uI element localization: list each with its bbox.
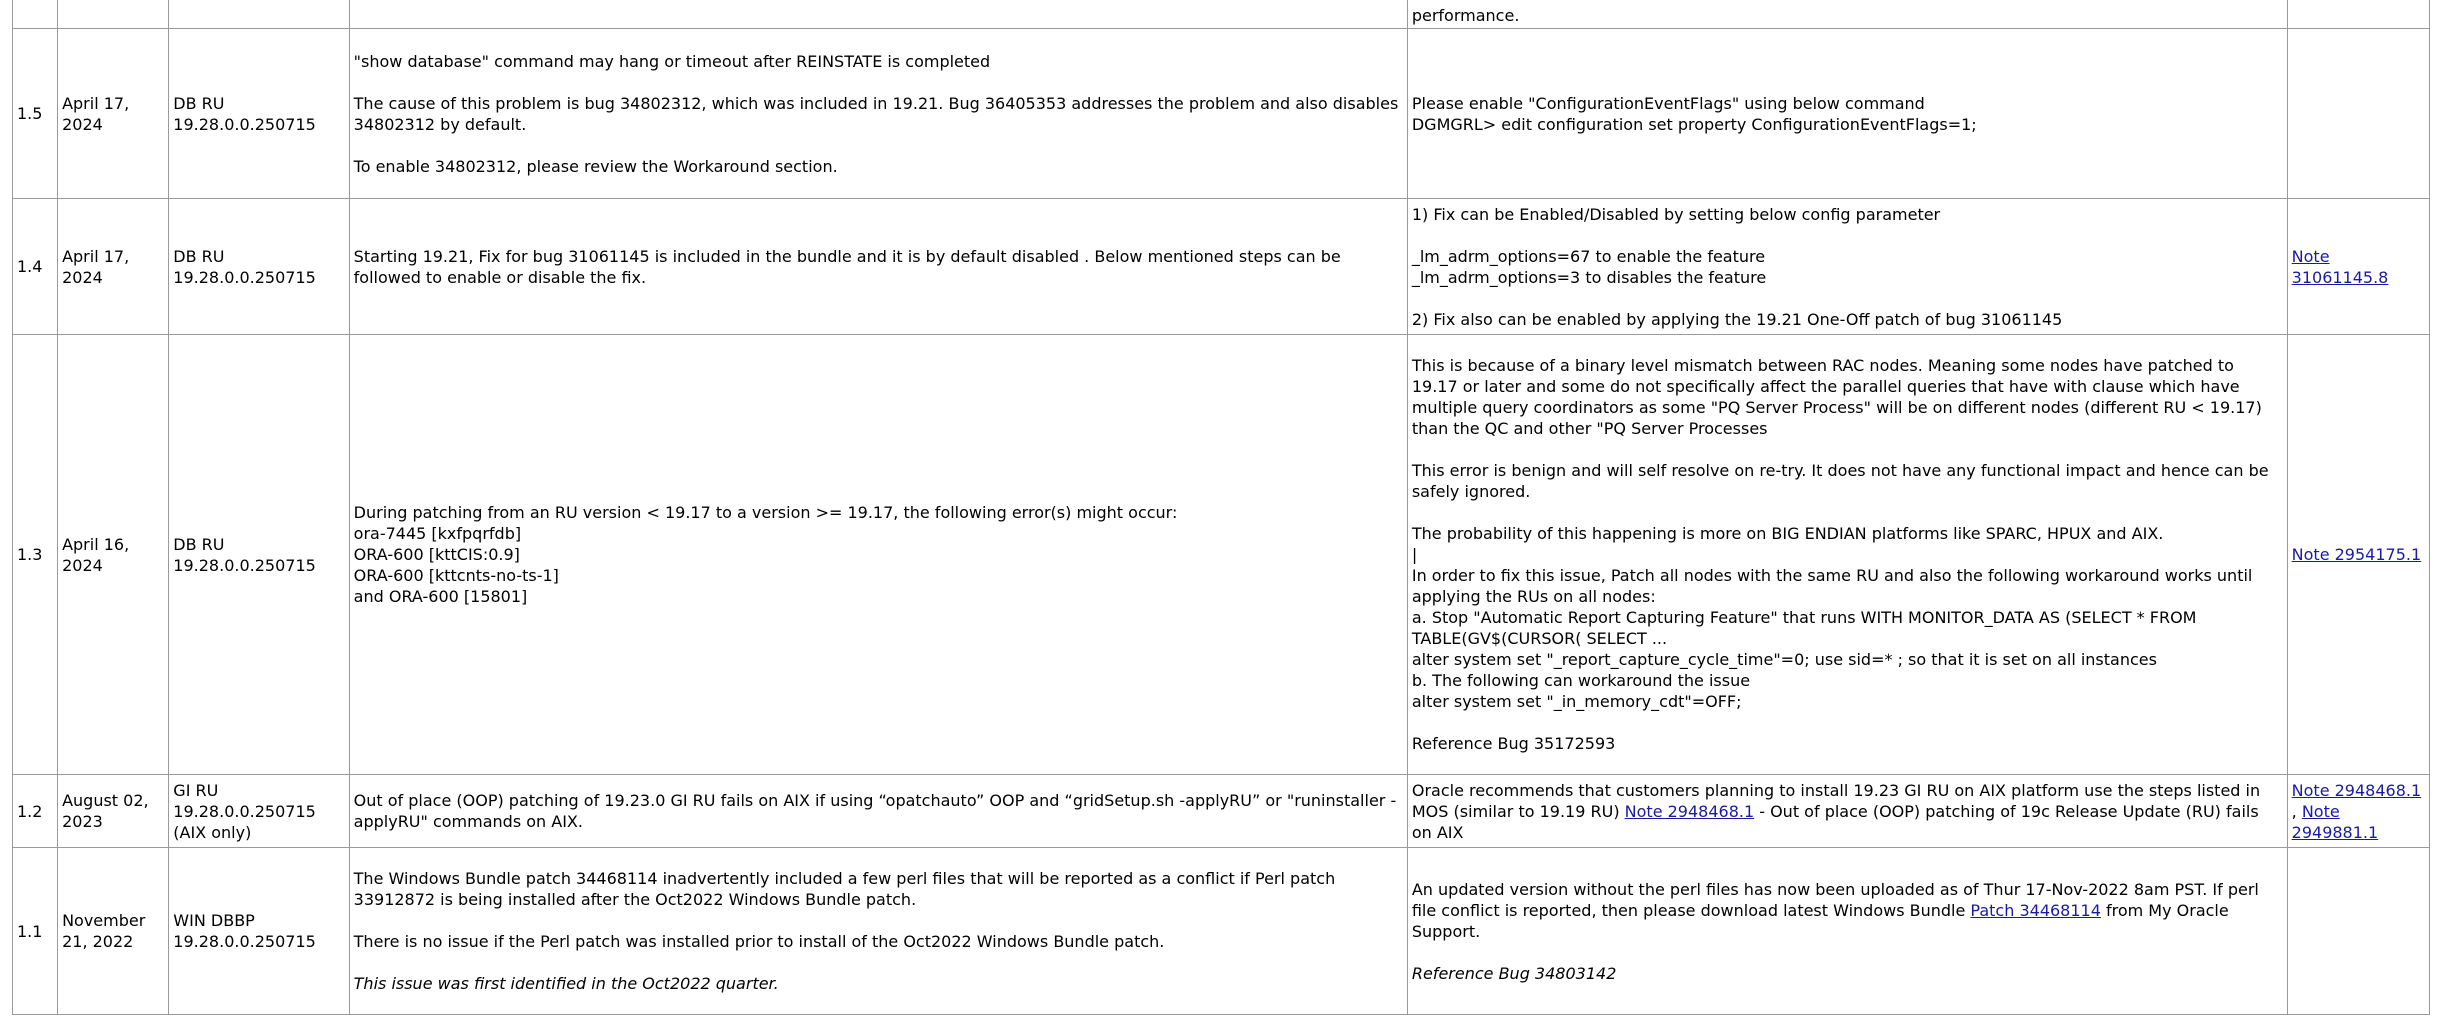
known-issues-table [12, 0, 2430, 1015]
reference-cell [2287, 199, 2429, 335]
workaround-text: In order to fix this issue, Patch all nodes with the same RU and also the following workaround works until applying the RUs on all nodes: [1411, 566, 2253, 606]
ru-cell [169, 29, 349, 199]
ru-type: GI RU [173, 780, 219, 800]
date-cell [58, 0, 169, 29]
error-code: ORA-600 [kttcnts-no-ts-1] [353, 566, 559, 585]
description-cell [349, 335, 1407, 775]
description-cell: Starting 19.21, Fix for bug 31061145 is included in the bundle and it is by default disabled . Below mentioned steps can be followed to enable or disable the fix. [349, 199, 1407, 335]
version-cell [13, 0, 58, 29]
date-cell: November 21, 2022 [58, 848, 169, 1015]
workaround-text: The probability of this happening is more on BIG ENDIAN platforms like SPARC, HPUX and AIX. [1411, 524, 2164, 543]
workaround-text: Reference Bug 35172593 [1411, 734, 1616, 753]
workaround-cell [1407, 335, 2287, 775]
table-row [13, 0, 2430, 29]
error-code: and ORA-600 [15801] [353, 587, 528, 606]
workaround-command: alter system set "_report_capture_cycle_time"=0; use sid=* ; so that it is set on all instances [1411, 650, 2157, 669]
ru-cell [169, 0, 349, 29]
table-row [13, 775, 2430, 848]
workaround-cell [1407, 848, 2287, 1015]
reference-cell [2287, 775, 2429, 848]
note-link[interactable]: Note 2948468.1 [1624, 801, 1755, 821]
workaround-text: performance. [1411, 6, 1520, 25]
ru-type: DB RU [173, 246, 225, 266]
date-cell: April 17, 2024 [58, 199, 169, 335]
description-note-italic: This issue was first identified in the Oct2022 quarter. [353, 974, 779, 993]
workaround-cell [1407, 0, 2287, 29]
reference-link[interactable]: Note 31061145.8 [2291, 246, 2389, 287]
ru-version: 19.28.0.0.250715 [173, 801, 316, 821]
ru-type: WIN DBBP [173, 911, 255, 930]
workaround-cell [1407, 29, 2287, 199]
description-text: "show database" command may hang or timeout after REINSTATE is completed [353, 51, 991, 71]
ru-version: 19.28.0.0.250715 [173, 555, 316, 575]
ru-cell [169, 775, 349, 848]
reference-cell [2287, 335, 2429, 775]
description-text: During patching from an RU version < 19.17 to a version >= 19.17, the following error(s) might occur: [353, 503, 1178, 522]
workaround-command: DGMGRL> edit configuration set property ConfigurationEventFlags=1; [1411, 114, 1977, 134]
reference-cell [2287, 848, 2429, 1015]
table-row [13, 335, 2430, 775]
description-text: There is no issue if the Perl patch was installed prior to install of the Oct2022 Windows Bundle patch. [353, 932, 1165, 951]
description-cell [349, 848, 1407, 1015]
version-cell: 1.1 [13, 848, 58, 1015]
description-text: The Windows Bundle patch 34468114 inadvertently included a few perl files that will be reported as a conflict if Perl patch 33912872 is being installed after the Oct2022 Windows Bundle patch. [353, 869, 1336, 909]
workaround-command: alter system set "_in_memory_cdt"=OFF; [1411, 692, 1742, 711]
table-row [13, 199, 2430, 335]
version-cell: 1.5 [13, 29, 58, 199]
workaround-text: Please enable "ConfigurationEventFlags" using below command [1411, 93, 1925, 113]
description-cell [349, 29, 1407, 199]
error-code: ora-7445 [kxfpqrfdb] [353, 524, 522, 543]
workaround-text-part: from My Oracle Support. [1411, 900, 2229, 941]
version-cell: 1.2 [13, 775, 58, 848]
workaround-text: _lm_adrm_options=3 to disables the feature [1411, 267, 1767, 287]
description-note [354, 973, 1403, 994]
ru-version: 19.28.0.0.250715 [173, 114, 316, 134]
ru-cell [169, 848, 349, 1015]
version-cell: 1.3 [13, 335, 58, 775]
error-code: ORA-600 [kttCIS:0.9] [353, 545, 520, 564]
workaround-text: This error is benign and will self resolve on re-try. It does not have any functional impact and hence can be safely ignored. [1411, 461, 2269, 501]
ru-cell [169, 335, 349, 775]
ru-version: 19.28.0.0.250715 [173, 932, 316, 951]
workaround-text-part: An updated version without the perl files has now been uploaded as of Thur 17-Nov-2022 8am PST. If perl file conflict is reported, then please download latest Windows Bundle [1411, 879, 2259, 920]
version-cell: 1.4 [13, 199, 58, 335]
workaround-text: Oracle recommends that customers planning to install 19.23 GI RU on AIX platform use the steps listed in MOS (similar to 19.19 RU) [1411, 780, 2261, 821]
date-cell: April 17, 2024 [58, 29, 169, 199]
reference-link[interactable]: Note 2954175.1 [2291, 545, 2422, 564]
patch-link[interactable]: Patch 34468114 [1970, 900, 2101, 920]
ru-cell [169, 199, 349, 335]
workaround-text [1412, 879, 2283, 942]
description-cell: Out of place (OOP) patching of 19.23.0 GI RU fails on AIX if using “opatchauto” OOP and “gridSetup.sh -applyRU” or "runinstaller -applyRU" commands on AIX. [349, 775, 1407, 848]
workaround-text: 1) Fix can be Enabled/Disabled by setting below config parameter [1411, 204, 1941, 224]
workaround-text: | [1411, 545, 1418, 564]
ru-type: DB RU [173, 93, 225, 113]
reference-link[interactable]: Note 2949881.1 [2291, 801, 2379, 842]
workaround-text: b. The following can workaround the issue [1411, 671, 1751, 690]
reference-link[interactable]: Note 2948468.1 [2291, 780, 2422, 800]
reference-separator: , [2291, 801, 2302, 821]
ru-platform: (AIX only) [173, 822, 252, 842]
workaround-text: _lm_adrm_options=67 to enable the feature [1411, 246, 1766, 266]
workaround-reference [1412, 963, 2283, 984]
workaround-cell [1407, 775, 2287, 848]
table-row [13, 29, 2430, 199]
workaround-text: 2) Fix also can be enabled by applying the 19.21 One-Off patch of bug 31061145 [1411, 309, 2063, 329]
ru-type: DB RU [173, 534, 225, 554]
table-row [13, 848, 2430, 1015]
reference-cell [2287, 29, 2429, 199]
ru-version: 19.28.0.0.250715 [173, 267, 316, 287]
workaround-text: This is because of a binary level mismatch between RAC nodes. Meaning some nodes have patched to 19.17 or later and some do not specifically affect the parallel queries that have with clause which have multiple query coordinators as some "PQ Server Process" will be on different nodes (different RU < 19.17) than the QC and other "PQ Server Processes [1411, 356, 2262, 438]
workaround-text: - Out of place (OOP) patching of 19c Release Update (RU) fails on AIX [1411, 801, 2259, 842]
workaround-text: a. Stop "Automatic Report Capturing Feature" that runs WITH MONITOR_DATA AS (SELECT * FROM TABLE(GV$(CURSOR( SELECT ... [1411, 608, 2197, 648]
description-cell [349, 0, 1407, 29]
reference-bug-italic: Reference Bug 34803142 [1411, 963, 1617, 983]
description-text: The cause of this problem is bug 34802312, which was included in 19.21. Bug 36405353 addresses the problem and also disables 34802312 by default. [353, 93, 1399, 134]
description-text: To enable 34802312, please review the Workaround section. [353, 156, 838, 176]
date-cell: August 02, 2023 [58, 775, 169, 848]
workaround-cell [1407, 199, 2287, 335]
reference-cell [2287, 0, 2429, 29]
date-cell: April 16, 2024 [58, 335, 169, 775]
